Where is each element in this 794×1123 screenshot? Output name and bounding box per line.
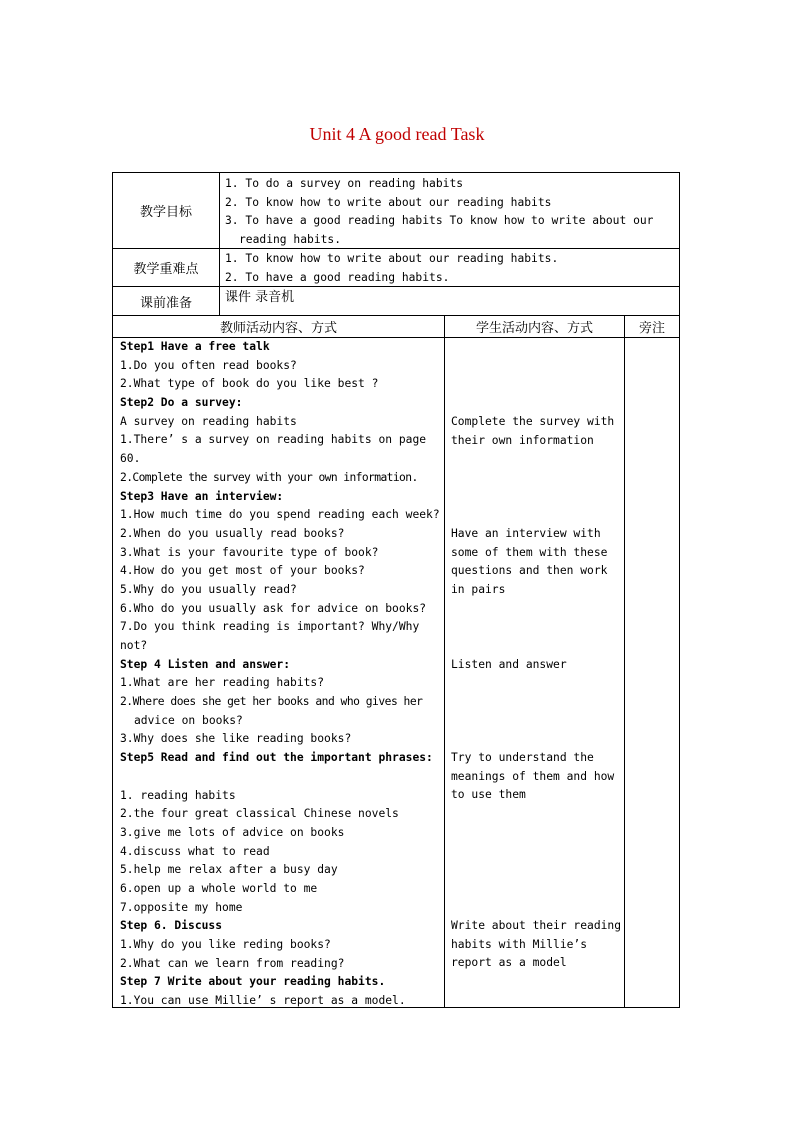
student-activity-interview: [451, 525, 623, 600]
activity-line: 60.: [120, 452, 141, 466]
page-title: Unit 4 A good read Task: [309, 124, 485, 144]
objective-item: 2. To know how to write about our reading habits: [225, 195, 552, 209]
objectives-label: 教学目标: [139, 205, 192, 220]
activity-line: 2.What can we learn from reading?: [120, 956, 345, 970]
student-line: Have an interview with: [451, 527, 601, 540]
step-heading: Step1 Have a free talk: [120, 340, 270, 353]
blank-line: [120, 768, 442, 787]
activity-line: 1.Do you often read books?: [120, 358, 297, 372]
step-heading: Step 6. Discuss: [120, 919, 223, 933]
activity-line: 6.Who do you usually ask for advice on books?: [120, 601, 427, 615]
student-line: habits with Millie’s: [451, 937, 588, 951]
keypoint-item: 1. To know how to write about our reading habits.: [225, 252, 559, 265]
student-activity-listen: [451, 656, 623, 675]
phrase-item: 5.help me relax after a busy day: [120, 863, 338, 877]
student-line: meanings of them and how: [451, 769, 615, 783]
activity-line: 1.What are her reading habits?: [120, 676, 325, 690]
prep-label: 课前准备: [139, 295, 192, 311]
student-activity-survey: [451, 413, 623, 450]
student-line: questions and then work: [451, 564, 608, 578]
activity-line: 5.Why do you usually read?: [120, 582, 297, 596]
student-line: Listen and answer: [451, 658, 567, 671]
step-heading: Step5 Read and find out the important phrases:: [120, 751, 433, 765]
phrase-item: 3.give me lots of advice on books: [120, 825, 345, 839]
activity-line: 2.What type of book do you like best ?: [120, 377, 379, 391]
activity-line: 4.How do you get most of your books?: [120, 564, 365, 578]
student-line: Complete the survey with: [451, 415, 615, 428]
divider: [444, 315, 445, 1008]
step-heading: Step2 Do a survey:: [120, 396, 243, 410]
phrase-item: 6.open up a whole world to me: [120, 881, 318, 895]
phrase-item: 2.the four great classical Chinese novels: [120, 807, 399, 821]
student-activity-phrases: [451, 749, 623, 805]
step-heading: Step3 Have an interview:: [120, 489, 284, 503]
lesson-plan-table: [112, 172, 680, 1008]
objectives-list: [225, 175, 677, 250]
teacher-column-header: 教师活动内容、方式: [219, 321, 337, 336]
student-line: to use them: [451, 788, 526, 802]
step-heading: Step 7 Write about your reading habits.: [120, 975, 386, 989]
phrase-item: 4.discuss what to read: [120, 844, 270, 858]
notes-column-header: 旁注: [638, 321, 665, 336]
prep-value: 课件 录音机: [225, 290, 295, 305]
teacher-activities: [120, 338, 442, 1011]
phrase-item: 7.opposite my home: [120, 900, 243, 914]
student-line: in pairs: [451, 583, 506, 597]
keypoint-item: 2. To have a good reading habits.: [225, 270, 450, 284]
activity-line: 3.What is your favourite type of book?: [120, 545, 379, 559]
activity-line: 7.Do you think reading is important? Why/Why: [120, 620, 420, 634]
activity-line: 1.There’ s a survey on reading habits on page: [120, 433, 427, 447]
student-line: some of them with these: [451, 545, 608, 559]
phrase-item: 1. reading habits: [120, 788, 236, 802]
activity-line: not?: [120, 639, 148, 652]
activity-line: A survey on reading habits: [120, 414, 297, 428]
objective-item: 1. To do a survey on reading habits: [225, 177, 464, 190]
student-column-header: 学生活动内容、方式: [475, 321, 593, 336]
activity-line: advice on books?: [134, 713, 243, 727]
activity-line: 1.You can use Millie’ s report as a model.: [120, 994, 406, 1008]
activity-line: 2.When do you usually read books?: [120, 526, 345, 540]
activity-line: 1.Why do you like reding books?: [120, 938, 331, 951]
student-line: report as a model: [451, 956, 567, 970]
objective-item: reading habits.: [239, 233, 342, 247]
activity-line: 2.Where does she get her books and who gives her: [120, 695, 423, 709]
objective-item: 3. To have a good reading habits To know how to write about our: [225, 214, 654, 228]
activity-line: 2.Complete the survey with your own information.: [120, 470, 418, 484]
keypoints-label: 教学重难点: [133, 262, 199, 277]
activity-line: 1.How much time do you spend reading each week?: [120, 508, 440, 522]
student-line: Try to understand the: [451, 751, 594, 764]
student-line: Write about their reading: [451, 919, 622, 932]
activity-line: 3.Why does she like reading books?: [120, 732, 352, 746]
step-heading: Step 4 Listen and answer:: [120, 657, 291, 671]
divider: [624, 315, 625, 1008]
student-line: their own information: [451, 433, 594, 447]
divider: [219, 173, 220, 315]
keypoints-list: [225, 250, 677, 287]
student-activity-write: [451, 917, 623, 973]
